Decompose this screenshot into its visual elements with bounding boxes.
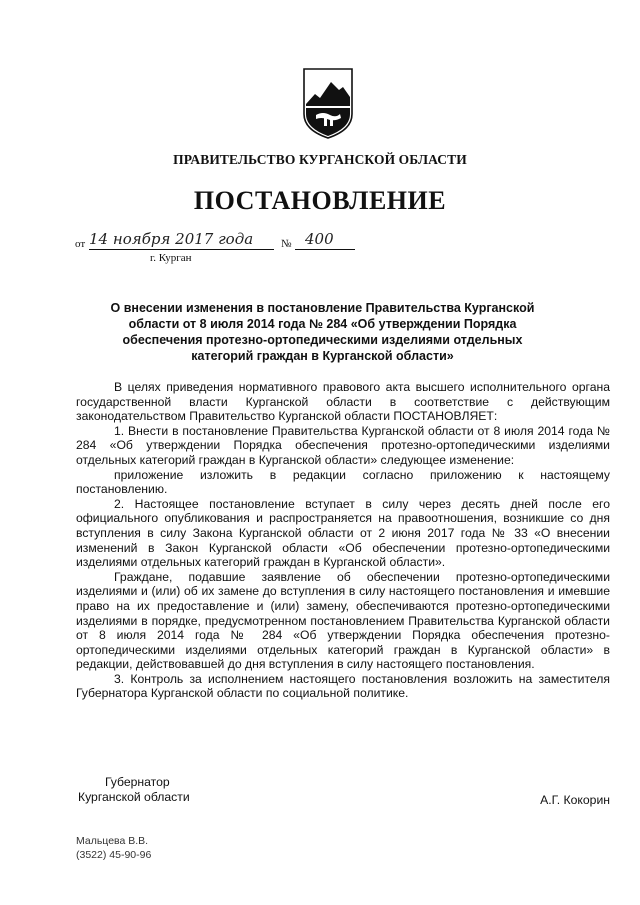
executor-name: Мальцева В.В.	[76, 835, 149, 847]
executor-phone: (3522) 45-90-96	[76, 849, 152, 861]
city: г. Курган	[150, 252, 192, 264]
resolution-body	[76, 380, 610, 701]
paragraph: 3. Контроль за исполнением настоящего постановления возложить на заместителя Губернатора Курганской области по социальной политике.	[76, 671, 610, 701]
date-underline	[89, 249, 274, 250]
handwritten-number: 400	[305, 230, 334, 248]
paragraph: В целях приведения нормативного правового акта высшего исполнительного органа государственной власти Курганской области в соответствие с действующим законодательством Правительство Курганской области ПОСТАНОВЛЯЕТ:	[76, 380, 610, 424]
paragraph: 2. Настоящее постановление вступает в силу через десять дней после его официального опубликования и распространяется на правоотношения, возникшие со дня вступления в силу Закона Курганской области от 2 июня 2017 года № 33 «О внесении изменений в Закон Курганской области «Об обеспечении протезно-ортопедическими изделиями отдельных категорий граждан в Курганской области».	[76, 496, 610, 570]
date-prefix: от	[75, 238, 86, 250]
signatory-name: А.Г. Кокорин	[540, 793, 610, 807]
handwritten-date: 14 ноября 2017 года	[89, 230, 254, 248]
kurgan-coat-of-arms-icon	[303, 68, 353, 139]
government-name: ПРАВИТЕЛЬСТВО КУРГАНСКОЙ ОБЛАСТИ	[173, 152, 467, 167]
number-underline	[295, 249, 355, 250]
paragraph: приложение изложить в редакции согласно приложению к настоящему постановлению.	[76, 467, 610, 497]
date-number-line	[75, 230, 375, 270]
position-line-1: Губернатор	[105, 775, 170, 789]
paragraph: 1. Внести в постановление Правительства Курганской области от 8 июля 2014 года № 284 «Об утверждении Порядка обеспечения протезно-ортопедическими изделиями отдельных категорий граждан в Курганской области» следующее изменение:	[76, 423, 610, 467]
signatory-position	[78, 775, 190, 805]
executor-info	[76, 834, 151, 862]
paragraph: Граждане, подавшие заявление об обеспечении протезно-ортопедическими изделиями и (или) об их замене до вступления в силу настоящего постановления и имевшие право на их предоставление и (или) замену, обеспечиваются протезно-ортопедическими изделиями в порядке, предусмотренном постановлением Правительства Курганской области от 8 июля 2014 года № 284 «Об утверждении Порядка обеспечения протезно-ортопедическими изделиями отдельных категорий граждан в Курганской области» в редакции, действовавшей до дня вступления в силу настоящего постановления.	[76, 569, 610, 672]
number-sign: №	[281, 238, 292, 250]
position-line-2: Курганской области	[78, 790, 190, 804]
document-type: ПОСТАНОВЛЕНИЕ	[193, 186, 447, 215]
resolution-title: О внесении изменения в постановление Правительства Курганской области от 8 июля 2014 года № 284 «Об утверждении Порядка обеспечения протезно-ортопедическими изделиями отдельных категорий граждан в Курганской области»	[110, 301, 535, 363]
